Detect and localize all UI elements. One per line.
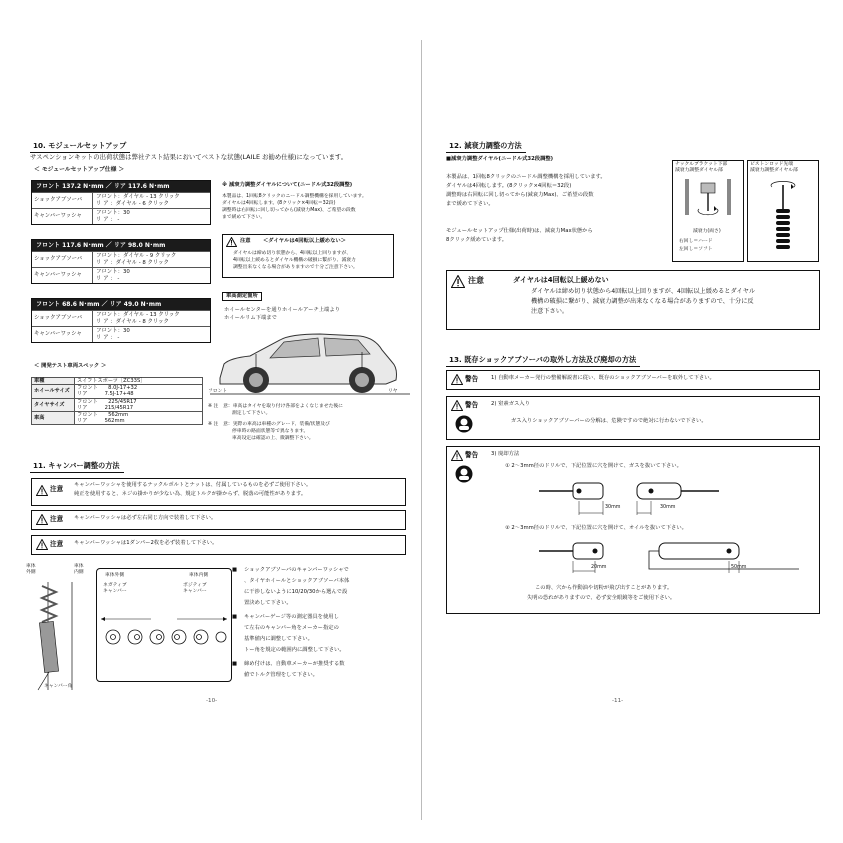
section-10-intro: サスペンションキットの出荷状態は弊社テスト結果においてベストな状態(LAILE お勧め仕様)になっています。 bbox=[30, 153, 348, 161]
disposal-step-2: ② 2～3mm径のドリルで、下記位置に穴を開けて、オイルを抜いて下さい。 bbox=[505, 525, 687, 531]
dial-caution-line: ダイヤルは締め切り状態から、4回転以上回りますが、 bbox=[233, 251, 352, 256]
spec-value: フロント：30 bbox=[96, 210, 130, 217]
dev-spec-value: スイフトスポーツ［ZC33S］ bbox=[75, 378, 203, 385]
spec-header: フロント 68.6 N･mm ／ リア 49.0 N･mm bbox=[32, 299, 210, 310]
spec-row bbox=[32, 310, 210, 326]
oil-drill-diagram bbox=[539, 539, 799, 579]
washer-icons bbox=[101, 617, 227, 657]
section-12-line: 調整時は右回転に回し切ってから(減衰力Max)、ご希望の段数 bbox=[446, 192, 594, 198]
spec-row bbox=[32, 326, 210, 342]
warning-1-text: 1) 自動車メーカー発行の整備解説書に従い、既存のショックアブソーバーを取外して下さい。 bbox=[491, 375, 715, 381]
camber-angle-label: キャンバー角 bbox=[44, 684, 73, 689]
dial-caution-large bbox=[446, 270, 820, 330]
safety-goggles-icon bbox=[455, 415, 473, 433]
warning-3 bbox=[446, 446, 820, 614]
dev-spec-value: フロント 562mm bbox=[77, 412, 129, 419]
spec-row bbox=[32, 192, 210, 208]
bullet-line: 締め付けは、自動車メーカーが推奨する数 bbox=[244, 661, 345, 667]
camber-caution-1 bbox=[31, 478, 406, 506]
bullet-line: キャンバーゲージ等の測定器具を使用し bbox=[244, 614, 339, 620]
spec-key: ショックアブソーバ bbox=[32, 193, 93, 208]
spec-row bbox=[32, 267, 210, 283]
left-page bbox=[0, 0, 421, 843]
spec-block-2 bbox=[31, 239, 211, 284]
warning-2 bbox=[446, 396, 820, 440]
spec-header: フロント 137.2 N･mm ／ リア 117.6 N･mm bbox=[32, 181, 210, 192]
dial-caution-line: 4回転以上緩めるとダイヤル機構の破損に繋がり、減衰力 bbox=[233, 258, 356, 263]
front-label: フロント bbox=[208, 389, 228, 394]
camber-caution-label: 注意 bbox=[50, 540, 64, 548]
camber-caution-3 bbox=[31, 535, 406, 555]
piston-rod-dial-figure bbox=[747, 160, 819, 262]
page-number: -11- bbox=[612, 698, 624, 704]
bullet-line: 値でトルク管理をして下さい。 bbox=[244, 672, 318, 678]
gas-drill-diagram bbox=[539, 477, 719, 521]
section-12-title bbox=[446, 140, 526, 153]
warning-triangle-icon bbox=[36, 514, 48, 525]
bullet-mark: ■ bbox=[232, 567, 238, 573]
spec-row bbox=[32, 208, 210, 224]
knuckle-dial-figure bbox=[672, 160, 744, 262]
warning-1 bbox=[446, 370, 820, 390]
fig-a-title: ナックルブラケット下部 減衰力調整ダイヤル部 bbox=[675, 162, 728, 174]
dev-spec-value: リア 7.5J-17+48 bbox=[77, 391, 134, 398]
table-row bbox=[32, 398, 203, 411]
setup-spec-title: ＜ モジュールセットアップ仕様 ＞ bbox=[34, 167, 125, 173]
dial-caution-line: 調整出来なくなる場合がありますので十分ご注意下さい。 bbox=[233, 265, 358, 270]
warning-triangle-icon bbox=[451, 400, 463, 411]
module-line: 8クリック緩めています。 bbox=[446, 237, 508, 243]
negative-camber-label: ネガティブ キャンバー bbox=[103, 583, 127, 595]
spec-value: リ ア ：ダイヤル - 8 クリック bbox=[96, 318, 169, 325]
strut-diagram bbox=[28, 582, 88, 692]
camber-caution-line: 純正を使用すると、ネジの掛かりが少ない為、規定トルクが掛からず、脱落の可能性があります。 bbox=[74, 491, 307, 497]
piston-rod-icon bbox=[762, 179, 804, 257]
table-row bbox=[32, 385, 203, 398]
dev-spec-title: ＜ 開発テスト車両スペック ＞ bbox=[34, 363, 107, 369]
dial-note-line: ダイヤルは4回転します。(8クリック×4回転＝32段) bbox=[222, 201, 336, 206]
spec-key: キャンバーワッシャ bbox=[32, 268, 93, 283]
section-12-line: ダイヤルは4回転します。(8クリック×4回転＝32段) bbox=[446, 183, 572, 189]
right-page bbox=[422, 0, 843, 843]
dial-note-title: ※ 減衰力調整ダイヤルについて(ニードル式32段調整) bbox=[222, 182, 353, 188]
note-line: 停車時の路面状態等で異なります。 bbox=[208, 429, 309, 434]
spec-value: フロント：30 bbox=[96, 328, 130, 335]
camber-caution-label: 注意 bbox=[50, 485, 64, 493]
warning-2-text: ガス入りショックアブソーバーの分解は、危険ですので絶対に行わないで下さい。 bbox=[511, 418, 707, 424]
bullet-line: 置決めして下さい。 bbox=[244, 600, 292, 606]
bullet-line: ショックアブソーバのキャンバーワッシャで bbox=[244, 567, 349, 573]
bullet-line: て左右のキャンバー角をメーカー指定の bbox=[244, 625, 339, 631]
ride-height-line: ホイールリム下端まで bbox=[224, 315, 277, 321]
fig-a-caption: 減衰力(両さ) bbox=[693, 229, 721, 234]
ride-height-line: ホイールセンターを通りホイールアーチ上端より bbox=[224, 307, 340, 313]
module-line: モジュールセットアップ仕様(出荷時)は、減衰力Max状態から bbox=[446, 228, 593, 234]
warning-triangle-icon bbox=[451, 275, 465, 288]
spec-value: リ ア ： - bbox=[96, 334, 120, 341]
fig-b-title: ピストンロッド先端 減衰力調整ダイヤル部 bbox=[750, 162, 798, 174]
warning-3-label: 警告 bbox=[465, 451, 479, 459]
warning-triangle-icon bbox=[226, 237, 237, 247]
camber-caution-label: 注意 bbox=[50, 515, 64, 523]
dial-caution-label: 注意 bbox=[240, 238, 251, 244]
section-10-title bbox=[30, 140, 130, 153]
warning-triangle-icon bbox=[36, 485, 48, 496]
dial-caution-title: ＜ダイヤルは4回転以上緩めない＞ bbox=[263, 238, 346, 244]
spec-value: フロント：ダイヤル - 13 クリック bbox=[96, 194, 180, 200]
spec-value: リ ア ： - bbox=[96, 275, 120, 282]
section-12-subtitle: ■減衰力調整ダイヤル(ニードル式32段調整) bbox=[446, 156, 554, 162]
safety-goggles-icon bbox=[455, 465, 473, 483]
dial-note-line: まで緩めて下さい。 bbox=[222, 215, 266, 220]
car-illustration bbox=[210, 328, 410, 400]
dev-spec-value: リア 215/45R17 bbox=[77, 404, 134, 411]
spec-value: リ ア ：ダイヤル - 8 クリック bbox=[96, 259, 169, 266]
warning-triangle-icon bbox=[36, 539, 48, 550]
dim-20mm: 20mm bbox=[591, 565, 607, 570]
section-11-title-text: 11. キャンバー調整の方法 bbox=[33, 461, 120, 470]
body-inner-side-label: 車体 内側 bbox=[74, 564, 84, 576]
warning-1-label: 警告 bbox=[465, 375, 479, 383]
spec-value: フロント：30 bbox=[96, 269, 130, 276]
camber-caution-2 bbox=[31, 510, 406, 530]
spec-block-3 bbox=[31, 298, 211, 343]
note-line: 車高设定は確認の上、微調整下さい。 bbox=[208, 436, 314, 441]
bullet-mark: ■ bbox=[232, 661, 238, 667]
spec-row bbox=[32, 251, 210, 267]
spec-value: リ ア ：ダイヤル - 6 クリック bbox=[96, 200, 169, 207]
dev-spec-key: タイヤサイズ bbox=[32, 398, 75, 411]
section-11-title bbox=[30, 460, 124, 473]
dial-note-line: 本製品は、1回転8クリックのニードル調整機構を採用しています。 bbox=[222, 194, 367, 199]
warning-triangle-icon bbox=[451, 450, 463, 461]
camber-washer-diagram bbox=[96, 568, 232, 682]
dial-note-line: 調整時は右回転に回し切ってから(減衰力Max)、ご希望の段数 bbox=[222, 208, 356, 213]
spec-value: フロント：ダイヤル - 9 クリック bbox=[96, 253, 177, 259]
dev-spec-key: 車種 bbox=[32, 378, 75, 385]
camber-caution-line: キャンバーワッシャは必ず左右同じ方向で装着して下さい。 bbox=[74, 515, 217, 521]
dial-caution-large-label: 注意 bbox=[468, 276, 484, 285]
spec-header: フロント 117.6 N･mm ／ リア 98.0 N･mm bbox=[32, 240, 210, 251]
spec-key: ショックアブソーバ bbox=[32, 311, 93, 326]
dial-caution-large-line: 注意下さい。 bbox=[531, 308, 569, 315]
page-number: -10- bbox=[206, 698, 218, 704]
warning-2-title: 2) 窒素ガス入り bbox=[491, 401, 530, 407]
dev-spec-key: 車高 bbox=[32, 412, 75, 425]
dial-caution-large-title: ダイヤルは4回転以上緩めない bbox=[513, 276, 609, 284]
dim-50mm: 50mm bbox=[731, 565, 747, 570]
outer-title: 車体外側 bbox=[105, 573, 125, 578]
ride-height-title: 車高測定箇所 bbox=[222, 292, 262, 301]
dev-spec-table bbox=[31, 377, 203, 425]
inner-title: 車体内側 bbox=[189, 573, 209, 578]
warning-2-label: 警告 bbox=[465, 401, 479, 409]
dial-caution-large-line: ダイヤルは締め切り状態から4回転以上回りますが、4回転以上緩めるとダイヤル bbox=[531, 288, 756, 295]
bullet-line: トー角を規定の範囲内に調整して下さい。 bbox=[244, 647, 345, 653]
fig-a-left: 左回し＝ソフト bbox=[679, 247, 713, 252]
dev-spec-key: ホイールサイズ bbox=[32, 385, 75, 398]
positive-camber-label: ポジティブ キャンバー bbox=[183, 583, 207, 595]
section-13-title bbox=[446, 354, 640, 367]
dim-30mm-b: 30mm bbox=[660, 505, 676, 510]
warning-triangle-icon bbox=[451, 374, 463, 385]
section-12-line: 本製品は、1回転8クリックのニードル調整機構を採用しています。 bbox=[446, 174, 606, 180]
dim-30mm-a: 30mm bbox=[605, 505, 621, 510]
spec-block-1 bbox=[31, 180, 211, 225]
note-line: ※ 注 意：実際の車高は車種のグレード、装備/状態及び bbox=[208, 422, 330, 427]
dial-caution-box bbox=[222, 234, 394, 278]
spec-key: ショックアブソーバ bbox=[32, 252, 93, 267]
dev-spec-value: フロント 225/45R17 bbox=[77, 398, 137, 405]
body-outer-side-label: 車体 外側 bbox=[26, 564, 36, 576]
rear-label: リヤ bbox=[388, 389, 398, 394]
bullet-mark: ■ bbox=[232, 614, 238, 620]
section-12-title-text: 12. 減衰力調整の方法 bbox=[449, 141, 522, 150]
spec-value: リ ア ： - bbox=[96, 216, 120, 223]
bullet-line: に干渉しないように10/20/30から選んで設 bbox=[244, 589, 348, 595]
dev-spec-value: フロント 8.0J-17+32 bbox=[77, 385, 138, 392]
bullet-line: 基準値内に調整して下さい。 bbox=[244, 636, 313, 642]
final-line: この時、穴から作動油や切粉が飛び出すことがあります。 bbox=[535, 585, 673, 591]
dial-caution-large-line: 機構の破損に繋がり、減衰力調整が出来なくなる場合がありますので、十分に反 bbox=[531, 298, 754, 305]
fig-a-right: 右回し＝ハード bbox=[679, 239, 713, 244]
final-line: 失明の恐れがありますので、必ず安全眼鏡等をご使用下さい。 bbox=[527, 595, 676, 601]
disposal-step-1: ① 2～3mm径のドリルで、下記位置に穴を開けて、ガスを抜いて下さい。 bbox=[505, 463, 682, 469]
bullet-line: 、タイヤホイールとショックアブソーバ本体 bbox=[244, 578, 350, 584]
warning-3-title: 3) 廃却方法 bbox=[491, 451, 520, 457]
camber-caution-line: キャンバーワッシャを使用するナックルボルトとナットは、付属しているものを必ずご使用下さい。 bbox=[74, 482, 312, 488]
section-10-title-text: 10. モジュールセットアップ bbox=[33, 141, 127, 150]
note-line: ※ 注 意：車高はタイヤを取り付け各部をよくなじませた後に bbox=[208, 404, 343, 409]
section-12-line: まで緩めて下さい。 bbox=[446, 201, 494, 207]
knuckle-dial-icon bbox=[681, 179, 735, 227]
spec-key: キャンバーワッシャ bbox=[32, 209, 93, 224]
camber-caution-line: キャンバーワッシャは1ダンパー2枚を必ず装着して下さい。 bbox=[74, 540, 218, 546]
spec-value: フロント：ダイヤル - 13 クリック bbox=[96, 312, 180, 318]
dev-spec-value: リア 562mm bbox=[77, 418, 125, 425]
table-row bbox=[32, 378, 203, 385]
section-13-title-text: 13. 既存ショックアブソーバの取外し方法及び廃却の方法 bbox=[449, 355, 637, 364]
spec-key: キャンバーワッシャ bbox=[32, 327, 93, 342]
table-row bbox=[32, 412, 203, 425]
note-line: 測定して下さい。 bbox=[208, 411, 271, 416]
